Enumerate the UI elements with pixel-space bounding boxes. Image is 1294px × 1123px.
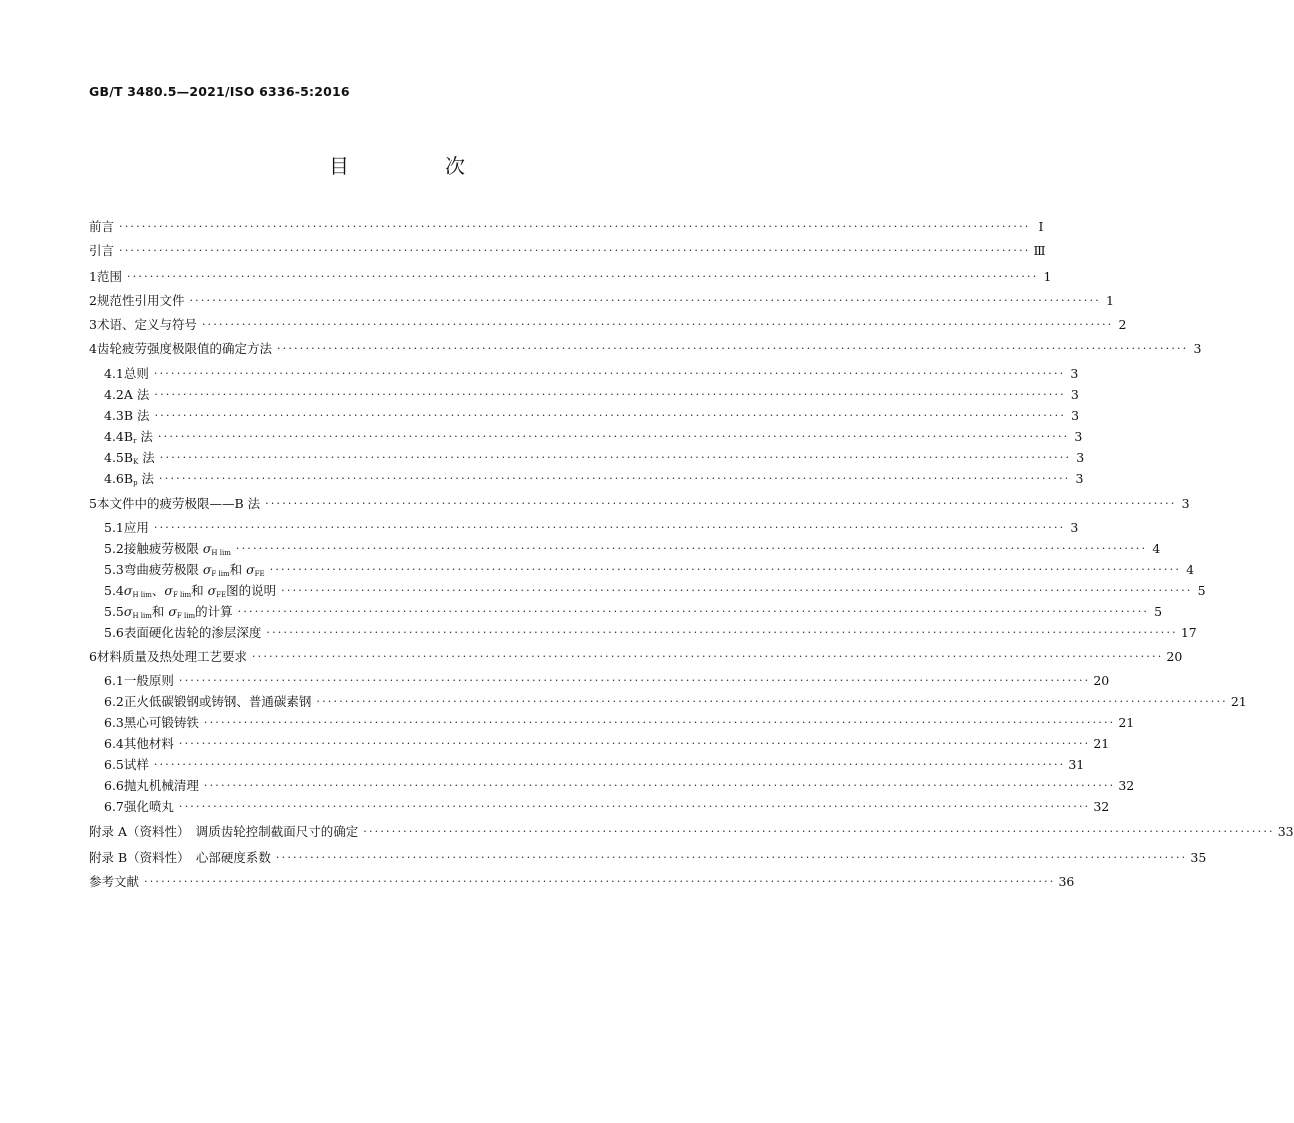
toc-entry[interactable]: 5 本文件中的疲劳极限——B 法 ································································································································································ 3	[89, 495, 1190, 511]
toc-entry[interactable]: 4.2 A 法 ································································································································································ 3	[104, 386, 1079, 402]
toc-text-rich: 接触疲劳极限 $\sigma_{H lim}$	[123, 541, 231, 557]
toc-entry[interactable]: 6.3 黑心可锻铸铁 ································································································································································ 21	[104, 714, 1135, 730]
toc-entry[interactable]: 1 范围 ································································································································································ 1	[89, 268, 1052, 284]
toc-entry[interactable]: 参考文献 ································································································································································ 36	[89, 873, 1075, 889]
toc-entry[interactable]: 4.3 B 法 ································································································································································ 3	[104, 407, 1080, 423]
toc-text-rich: $\sigma_{H lim}$、$\sigma_{F lim}$和 $\sigma_{FE}$图的说明	[123, 583, 277, 599]
toc-entry[interactable]: 6.6 抛丸机械清理 ································································································································································ 32	[104, 777, 1135, 793]
toc-entry[interactable]: 4.6 $B_p$ 法 ································································································································································ 3	[104, 470, 1084, 487]
toc-entry[interactable]: 5.3 弯曲疲劳极限 $\sigma_{F lim}$和 $\sigma_{FE}$ ································································································································································ 4	[104, 561, 1195, 578]
toc-entry[interactable]: 4 齿轮疲劳强度极限值的确定方法 ································································································································································ 3	[89, 340, 1202, 356]
toc-text-rich: 弯曲疲劳极限 $\sigma_{F lim}$和 $\sigma_{FE}$	[123, 562, 265, 578]
toc-entry[interactable]: 5.6 表面硬化齿轮的渗层深度 ································································································································································ 17	[104, 624, 1197, 640]
toc-entry[interactable]: 6.7 强化喷丸 ································································································································································ 32	[104, 798, 1110, 814]
toc-entry[interactable]: 6.1 一般原则 ································································································································································ 20	[104, 672, 1110, 688]
toc-entry[interactable]: 引言 ································································································································································ Ⅲ	[89, 242, 1046, 258]
toc-entry[interactable]: 5.5 $\sigma_{H lim}$和 $\sigma_{F lim}$的计算 ································································································································································ 5	[104, 603, 1163, 620]
toc-entry[interactable]: 5.1 应用 ································································································································································ 3	[104, 519, 1079, 535]
toc-entry[interactable]: 6.2 正火低碳锻钢或铸钢、普通碳素钢 ································································································································································ 21	[104, 693, 1247, 709]
toc-text-rich: $B_r$ 法	[123, 429, 153, 445]
toc-entry[interactable]: 5.4 $\sigma_{H lim}$、$\sigma_{F lim}$和 $\sigma_{FE}$图的说明 ································································································································································ 5	[104, 582, 1206, 599]
toc-entry[interactable]: 4.4 $B_r$ 法 ································································································································································ 3	[104, 428, 1083, 445]
document-header: GB/T 3480.5—2021/ISO 6336-5:2016	[89, 84, 350, 99]
toc-entry[interactable]: 附录 B（资料性） 心部硬度系数 ································································································································································ 35	[89, 849, 1207, 865]
toc-text-rich: $B_K$ 法	[123, 450, 155, 466]
toc-entry[interactable]: 5.2 接触疲劳极限 $\sigma_{H lim}$ ································································································································································ 4	[104, 540, 1161, 557]
toc-entry[interactable]: 6 材料质量及热处理工艺要求 ································································································································································ 20	[89, 648, 1183, 664]
toc-text-rich: $\sigma_{H lim}$和 $\sigma_{F lim}$的计算	[123, 604, 233, 620]
toc-text-rich: $B_p$ 法	[123, 471, 155, 487]
toc-entry[interactable]: 6.4 其他材料 ································································································································································ 21	[104, 735, 1110, 751]
toc-entry[interactable]: 前言 ································································································································································ Ⅰ	[89, 218, 1044, 234]
page-title: 目 次	[329, 154, 503, 178]
toc-entry[interactable]: 6.5 试样 ································································································································································ 31	[104, 756, 1085, 772]
toc-entry[interactable]: 4.1 总则 ································································································································································ 3	[104, 365, 1079, 381]
toc-entry[interactable]: 4.5 $B_K$ 法 ································································································································································ 3	[104, 449, 1085, 466]
toc-entry[interactable]: 3 术语、定义与符号 ································································································································································ 2	[89, 316, 1127, 332]
toc-entry[interactable]: 2 规范性引用文件 ································································································································································ 1	[89, 292, 1114, 308]
toc-entry[interactable]: 附录 A（资料性） 调质齿轮控制截面尺寸的确定 ································································································································································ 33	[89, 823, 1294, 839]
